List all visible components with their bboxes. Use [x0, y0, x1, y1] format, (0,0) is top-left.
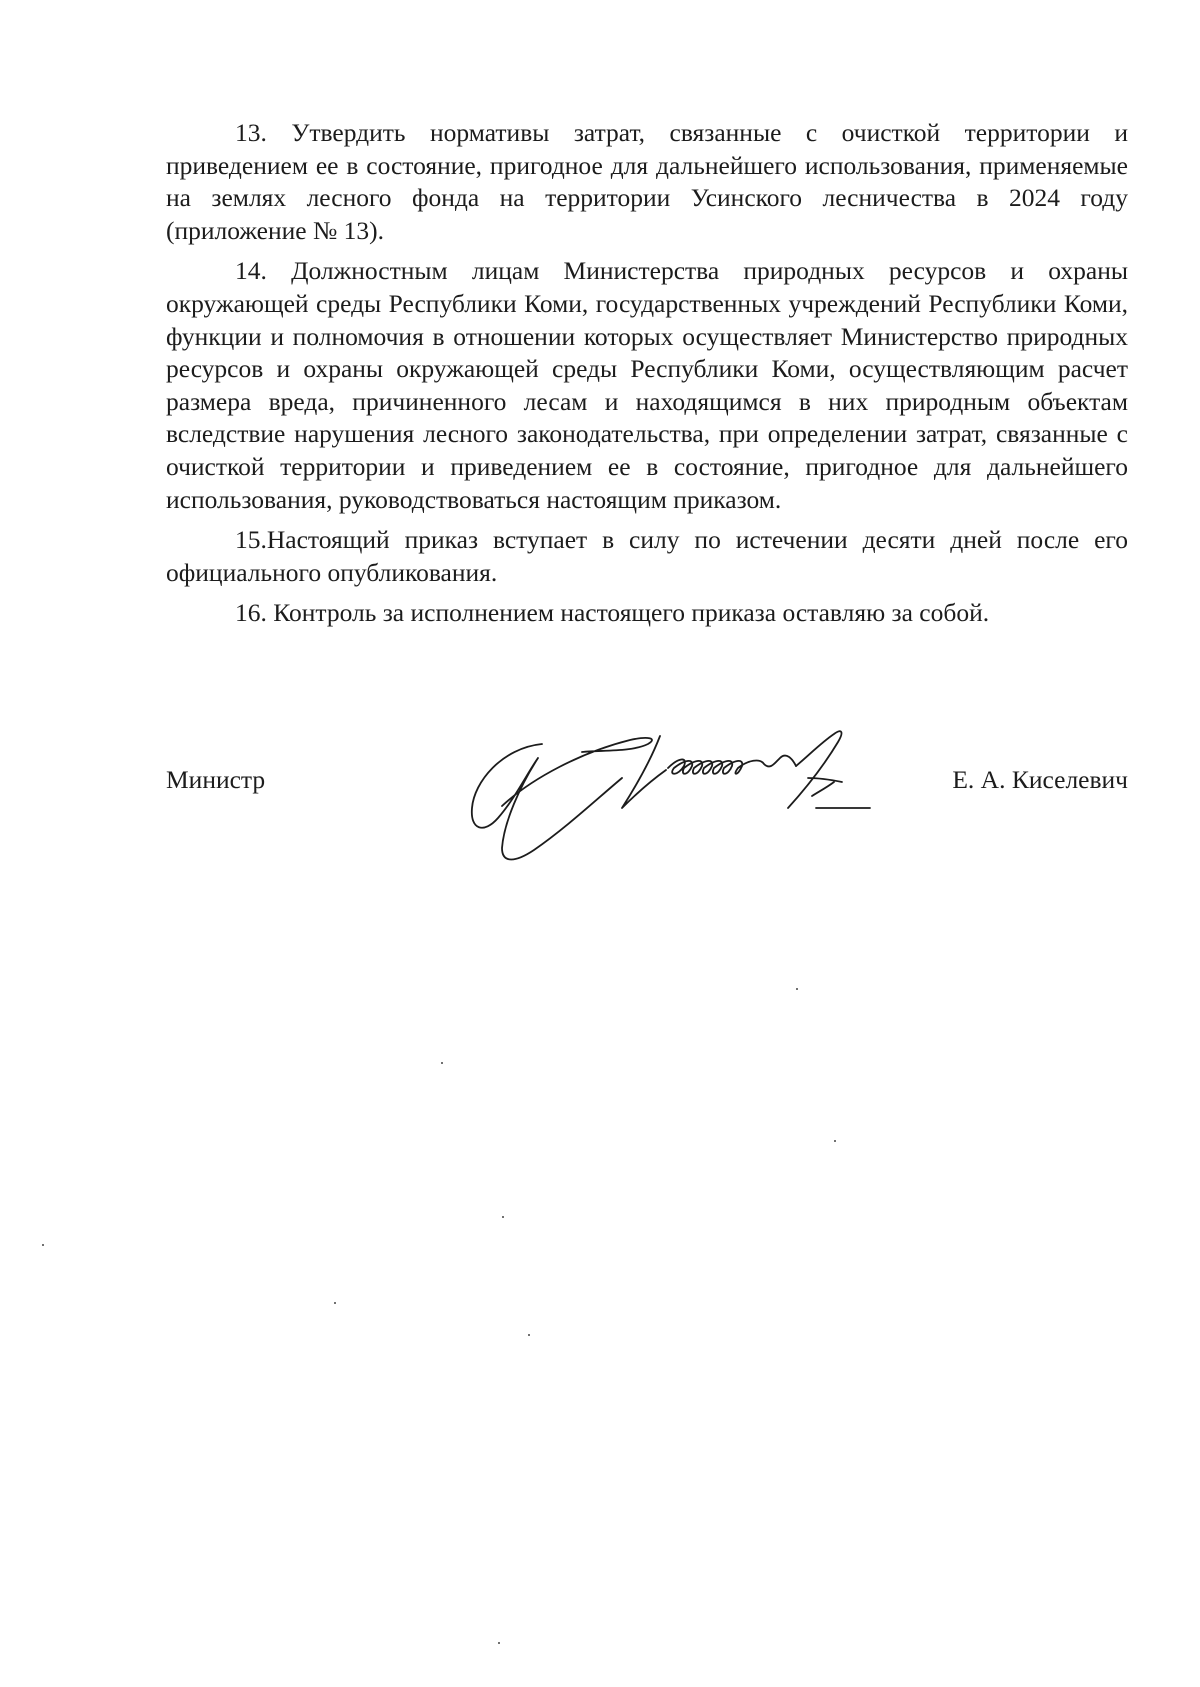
document-body	[166, 117, 1128, 638]
scan-artifact	[796, 988, 798, 990]
scan-artifact	[502, 1216, 504, 1218]
scan-artifact	[498, 1642, 500, 1644]
paragraph-14: 14. Должностным лицам Министерства природных ресурсов и охраны окружающей среды Республики Коми, государственных учреждений Республики Коми, функции и полномочия в отношении которых осуществляет Министерство природных ресурсов и охраны окружающей среды Республики Коми, осуществляющим расчет размера вреда, причиненного лесам и находящимся в них природным объектам вследствие нарушения лесного законодательства, при определении затрат, связанные с очисткой территории и приведением ее в состояние, пригодное для дальнейшего использования, руководствоваться настоящим приказом.	[166, 256, 1128, 514]
scan-artifact	[441, 1062, 443, 1064]
scan-artifact	[834, 1140, 836, 1142]
paragraph-15: 15.Настоящий приказ вступает в силу по истечении десяти дней после его официального опубликования.	[166, 525, 1128, 587]
paragraph-13: 13. Утвердить нормативы затрат, связанные с очисткой территории и приведением ее в состояние, пригодное для дальнейшего использования, применяемые на землях лесного фонда на территории Усинского лесничества в 2024 году (приложение № 13).	[166, 118, 1128, 245]
handwritten-signature	[462, 722, 942, 882]
scan-artifact	[334, 1302, 336, 1304]
signatory-name: Е. А. Киселевич	[952, 765, 1128, 794]
scan-artifact	[528, 1334, 530, 1336]
scan-artifact	[42, 1244, 44, 1246]
signatory-role: Министр	[166, 765, 266, 794]
paragraph-16: 16. Контроль за исполнением настоящего приказа оставляю за собой.	[235, 598, 990, 628]
